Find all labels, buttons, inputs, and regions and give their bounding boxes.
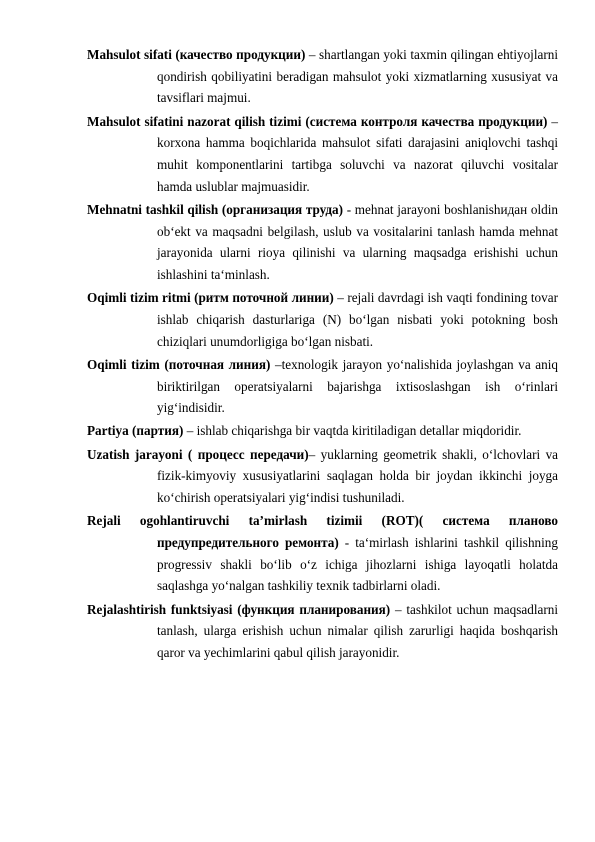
dash: – bbox=[390, 601, 407, 617]
dash: - bbox=[343, 201, 355, 217]
glossary-entry-labor-organization bbox=[87, 199, 558, 286]
definition: texnologik jarayon yo‘nalishida joylashgan va aniq biriktirilgan operatsiyalarni bajarishga ixtisoslashgan ish o‘rinlari yig‘indisidir. bbox=[157, 356, 559, 416]
term: Mahsulot sifati (качество продукции) bbox=[87, 47, 306, 62]
glossary-entry-flow-line-rhythm bbox=[87, 287, 558, 352]
glossary-entry-product-quality bbox=[87, 44, 558, 109]
definition: tashkilot uchun maqsadlarni tanlash, ularga erishish uchun nimalar qilish zarurligi haqida boshqarish qaror va yechimlarini qabul qilish jarayonidir. bbox=[157, 601, 558, 660]
glossary-page bbox=[87, 44, 558, 665]
definition: shartlangan yoki taxmin qilingan ehtiyojlarni qondirish qobiliyatini beradigan mahsulot yoki xizmatlarning xususiyat va tavsiflari majmui. bbox=[157, 47, 559, 106]
dash: – bbox=[183, 423, 197, 439]
dash: – bbox=[547, 113, 558, 129]
dash: – bbox=[308, 446, 321, 462]
definition: korxona hamma boqichlarida mahsulot sifati darajasini aniqlovchi tashqi muhit komponentlarini tartibga soluvchi va nazorat qiluvchi vositalar hamda uslublar majmuasidir. bbox=[157, 135, 558, 194]
definition: rejali davrdagi ish vaqti fondining tovar ishlab chiqarish dasturlariga (N) bo‘lgan nisbati yoki potokning bosh chiziqlari unumdorligiga bo‘lgan nisbati. bbox=[157, 290, 558, 349]
term: Rejalashtirish funktsiyasi (функция планирования) bbox=[87, 601, 391, 617]
definition: ishlab chiqarishga bir vaqtda kiritiladigan detallar miqdoridir. bbox=[196, 423, 522, 439]
term: Oqimli tizim (поточная линия) bbox=[87, 356, 271, 372]
dash: – bbox=[270, 356, 282, 372]
glossary-entry-quality-control-system bbox=[87, 111, 558, 198]
definition: mehnat jarayoni boshlanishидан oldin ob‘ekt va maqsadni belgilash, uslub va vositalarini tanlash hamda mehnat jarayonida ularni rioya qilinishi va ularning maqsadga erishishi uchun ishlashini ta‘minlash. bbox=[157, 201, 558, 283]
glossary-entry-flow-line bbox=[87, 354, 558, 419]
term: Mehnatni tashkil qilish (организация труда) bbox=[87, 201, 344, 217]
term: Uzatish jarayoni ( процесс передачи) bbox=[87, 446, 309, 462]
glossary-entry-transfer-process bbox=[87, 444, 558, 509]
glossary-entry-batch bbox=[87, 420, 558, 442]
term: Oqimli tizim ritmi (ритм поточной линии) bbox=[87, 290, 334, 306]
definition: ta‘mirlash ishlarini tashkil qilishning progressiv shakli bo‘lib o‘z ichiga jihozlarni ishiga layoqatli holatda saqlashga yo‘nalgan tashkiliy texnik tadbirlarni oladi. bbox=[157, 534, 558, 594]
term: Mahsulot sifatini nazorat qilish tizimi (система контроля качества продукции) bbox=[87, 113, 548, 129]
glossary-entry-planned-maintenance bbox=[87, 510, 558, 597]
glossary-entry-planning-function bbox=[87, 599, 558, 664]
dash: – bbox=[333, 290, 348, 306]
term: Rejali ogohlantiruvchi ta’mirlash tizimii (ROT)( система планово предупредительного ремонта) bbox=[87, 513, 558, 550]
term: Partiya (партия) bbox=[87, 423, 184, 439]
definition: yuklarning geometrik shakli, o‘lchovlari va fizik-kimyoviy xususiyatlarini saqlagan holda bir joydan ikkinchi joyga ko‘chirish operatsiyalari yig‘indisi tushuniladi. bbox=[157, 446, 559, 506]
dash: - bbox=[338, 534, 356, 550]
dash: – bbox=[305, 47, 320, 62]
